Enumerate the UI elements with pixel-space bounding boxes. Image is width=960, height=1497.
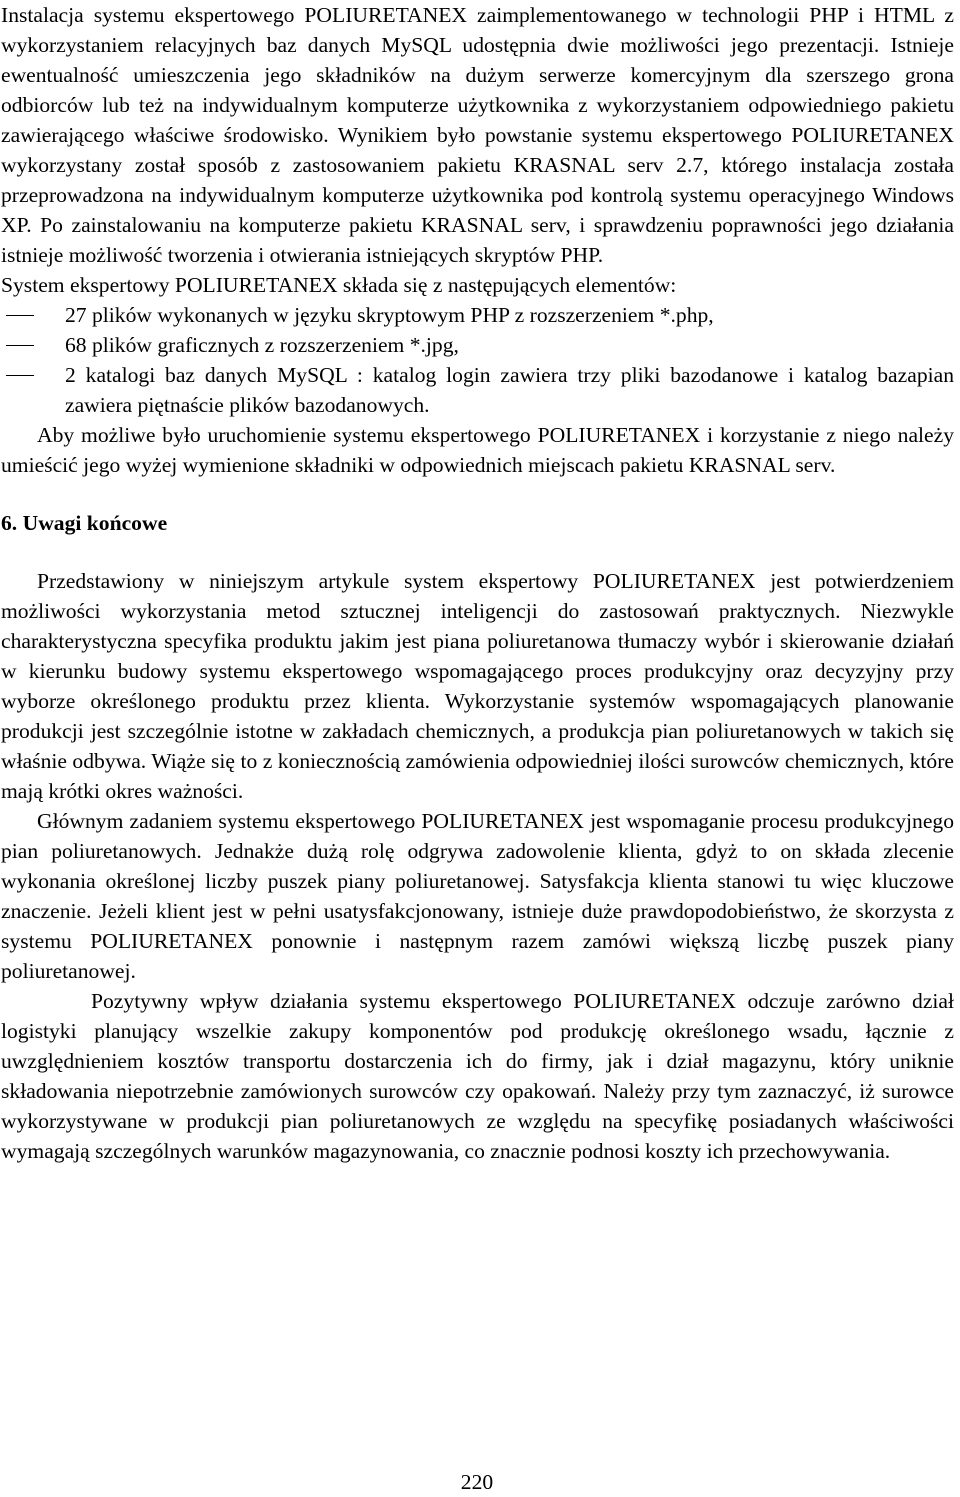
after-list-paragraph: Aby możliwe było uruchomienie systemu ekspertowego POLIURETANEX i korzystanie z niego należy umieścić jego wyżej wymienione składniki w odpowiednich miejscach pakietu KRASNAL serv.: [1, 423, 954, 477]
conclusion-paragraph: Przedstawiony w niniejszym artykule system ekspertowy POLIURETANEX jest potwierdzeniem możliwości wykorzystania metod sztucznej inteligencji do zastosowań praktycznych. Niezwykle charakterystyczna specyfika produktu jakim jest piana poliuretanowa tłumaczy wybór i skierowanie działań w kierunku budowy systemu ekspertowego wspomagającego proces produkcyjny oraz decyzyjny przy wyborze określonego produktu przez klienta. Wykorzystanie systemów wspomagających planowanie produkcji jest szczególnie istotne w zakładach chemicznych, a produkcja pian poliuretanowych w takich się właśnie odbywa. Wiąże się to z koniecznością zamówienia odpowiedniej ilości surowców chemicznych, które mają krótki okres ważności.: [1, 569, 954, 803]
page-content: [1, 0, 954, 1166]
intro-paragraph: Instalacja systemu ekspertowego POLIURETANEX zaimplementowanego w technologii PHP i HTML z wykorzystaniem relacyjnych baz danych MySQL udostępnia dwie możliwości jego prezentacji. Istnieje ewentualność umieszczenia jego składników na dużym serwerze komercyjnym dla szerszego grona odbiorców lub też na indywidualnym komputerze użytkownika z wykorzystaniem odpowiedniego pakietu zawierającego właściwe środowisko. Wynikiem było powstanie systemu ekspertowego POLIURETANEX wykorzystany został sposób z zastosowaniem pakietu KRASNAL serv 2.7, którego instalacja została przeprowadzona na indywidualnym komputerze użytkownika pod kontrolą systemu operacyjnego Windows XP. Po zainstalowaniu na komputerze pakietu KRASNAL serv, i sprawdzeniu poprawności jego działania istnieje możliwość tworzenia i otwierania istniejących skryptów PHP.: [1, 3, 954, 267]
list-item: 68 plików graficznych z rozszerzeniem *.jpg,: [1, 330, 954, 360]
list-item: 27 plików wykonanych w języku skryptowym PHP z rozszerzeniem *.php,: [1, 300, 954, 330]
component-list: [1, 300, 954, 420]
list-item: 2 katalogi baz danych MySQL : katalog login zawiera trzy pliki bazodanowe i katalog bazapian zawiera piętnaście plików bazodanowych.: [1, 360, 954, 420]
list-intro: System ekspertowy POLIURETANEX składa się z następujących elementów:: [1, 273, 677, 297]
section-heading: 6. Uwagi końcowe: [1, 511, 168, 535]
conclusion-paragraph: Głównym zadaniem systemu ekspertowego POLIURETANEX jest wspomaganie procesu produkcyjnego pian poliuretanowych. Jednakże dużą rolę odgrywa zadowolenie klienta, gdyż to on składa zlecenie wykonania określonej liczby puszek piany poliuretanowej. Satysfakcja klienta stanowi tu więc kluczowe znaczenie. Jeżeli klient jest w pełni usatysfakcjonowany, istnieje duże prawdopodobieństwo, że skorzysta z systemu POLIURETANEX ponownie i następnym razem zamówi większą liczbę puszek piany poliuretanowej.: [1, 809, 954, 983]
conclusion-paragraph: Pozytywny wpływ działania systemu ekspertowego POLIURETANEX odczuje zarówno dział logistyki planujący wszelkie zakupy komponentów pod produkcję określonego wsadu, łącznie z uwzględnieniem kosztów transportu dostarczenia ich do firmy, jak i dział magazynu, który uniknie składowania niepotrzebnie zamówionych surowców czy opakowań. Należy przy tym zaznaczyć, iż surowce wykorzystywane w produkcji pian poliuretanowych ze względu na specyfikę posiadanych właściwości wymagają szczególnych warunków magazynowania, co znacznie podnosi koszty ich przechowywania.: [1, 989, 954, 1163]
page-number: 220: [460, 1470, 494, 1494]
